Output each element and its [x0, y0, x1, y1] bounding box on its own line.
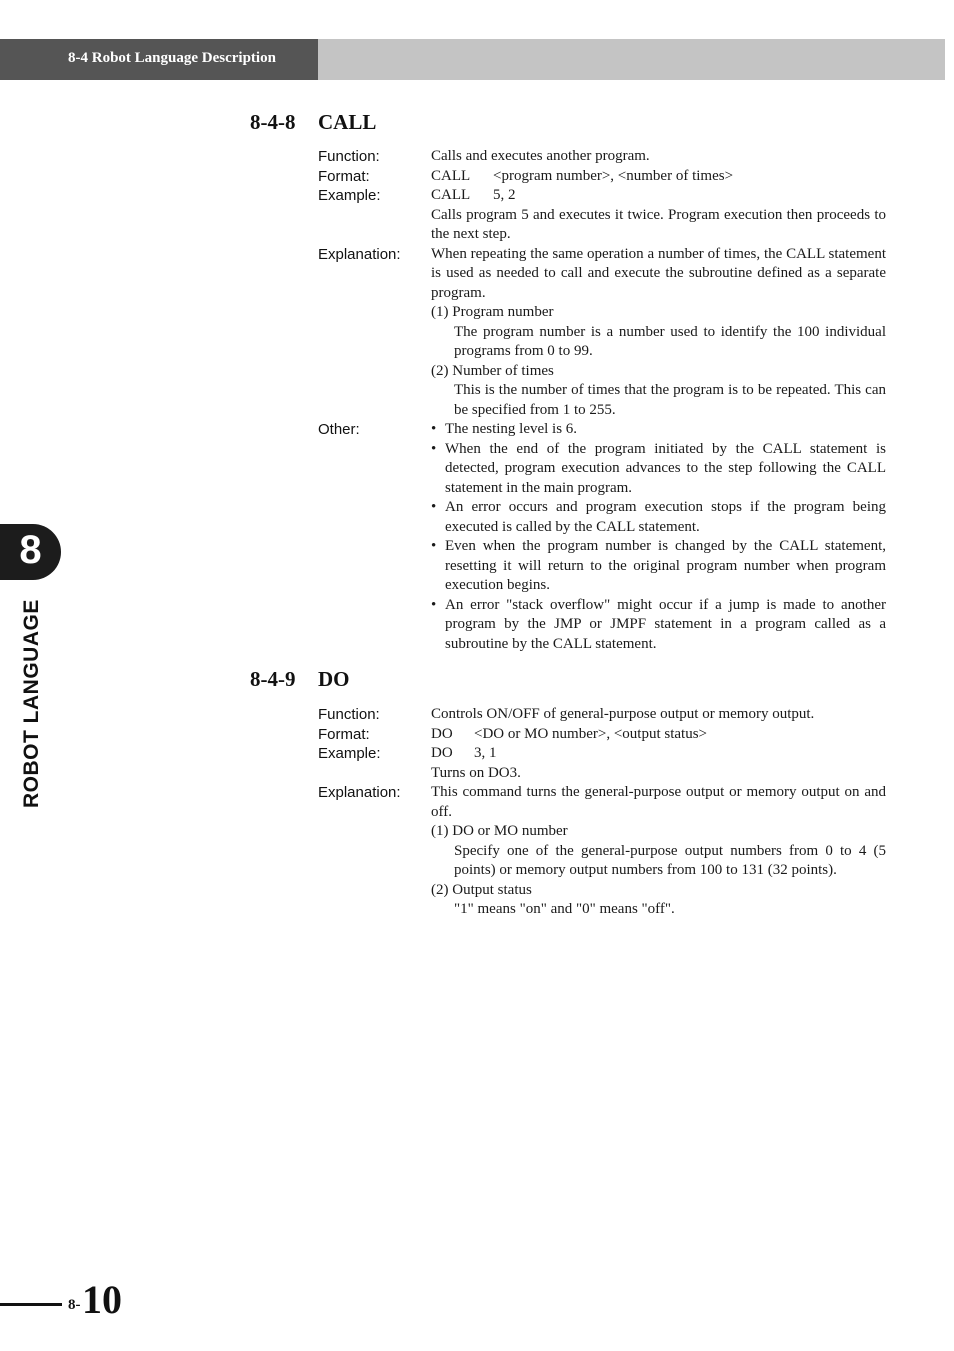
call-section-heading [250, 110, 376, 135]
page-number: 10 [82, 1277, 122, 1322]
do-example-row [318, 744, 886, 783]
do-explanation-text: This command turns the general-purpose output or memory output on and off. [431, 784, 886, 820]
call-example-command: CALL [431, 187, 471, 203]
call-example-row [318, 186, 886, 245]
do-section-number: 8-4-9 [250, 667, 296, 691]
chapter-side-label: ROBOT LANGUAGE [20, 599, 43, 808]
do-format-row [318, 725, 886, 745]
call-section-body [318, 147, 886, 654]
list-item: • An error occurs and program execution stops if the program being executed is called by the CALL statement. [431, 499, 886, 535]
do-format-label: Format: [318, 725, 370, 743]
call-explanation-label: Explanation: [318, 245, 401, 263]
call-section-name: CALL [318, 110, 377, 134]
do-explanation-label: Explanation: [318, 784, 401, 801]
call-function-row [318, 147, 886, 167]
call-example-description: Calls program 5 and executes it twice. Program execution then proceeds to the next step. [431, 206, 886, 242]
do-function-row [318, 705, 886, 725]
call-format-row [318, 167, 886, 187]
footer-rule [0, 1303, 62, 1306]
do-format-args: <DO or MO number>, <output status> [474, 725, 707, 742]
call-function-label: Function: [318, 148, 380, 165]
call-other-row [318, 420, 886, 654]
do-section-heading [250, 667, 350, 692]
do-function-text: Controls ON/OFF of general-purpose output or memory output. [431, 706, 815, 722]
call-format-args: <program number>, <number of times> [493, 167, 734, 184]
list-item: • An error "stack overflow" might occur if a jump is made to another program by the JMP or JMPF statement in a program called as a subroutine by the CALL statement. [431, 596, 886, 652]
do-function-label: Function: [318, 706, 380, 723]
call-item2-text: This is the number of times that the program is to be repeated. This can be specified from 1 to 255. [454, 382, 886, 418]
do-explanation-row [318, 783, 886, 920]
header-band-light [318, 39, 945, 80]
list-item: • The nesting level is 6. [431, 421, 578, 437]
call-explanation-text: When repeating the same operation a number of times, the CALL statement is used as needed to call and execute the subroutine defined as a separate program. [431, 245, 886, 301]
call-item1-title: (1) Program number [431, 304, 554, 320]
call-format-label: Format: [318, 167, 370, 185]
do-section-body [318, 705, 886, 920]
do-item1-title: (1) DO or MO number [431, 823, 568, 839]
call-format-command: CALL [431, 167, 471, 184]
call-other-label: Other: [318, 421, 360, 438]
call-other-list [431, 420, 886, 654]
list-item: • Even when the program number is changed by the CALL statement, resetting it will return to the original program number when program execution begins. [431, 538, 886, 593]
call-section-number: 8-4-8 [250, 110, 296, 134]
do-example-label: Example: [318, 745, 381, 762]
call-function-text: Calls and executes another program. [431, 148, 650, 164]
page-number-prefix: 8- [68, 1297, 81, 1313]
call-explanation-row [318, 245, 886, 421]
header-section-title: 8-4 Robot Language Description [68, 50, 276, 66]
call-item1-text: The program number is a number used to identify the 100 individual programs from 0 to 99. [454, 323, 886, 359]
do-example-command: DO [431, 745, 453, 761]
do-item1-text: Specify one of the general-purpose output numbers from 0 to 4 (5 points) or memory output numbers from 100 to 131 (32 points). [454, 842, 886, 878]
chapter-number: 8 [19, 528, 42, 572]
do-format-command: DO [431, 725, 453, 742]
chapter-tab [0, 524, 61, 580]
do-item2-text: "1" means "on" and "0" means "off". [454, 901, 675, 917]
list-item: • When the end of the program initiated by the CALL statement is detected, program execution advances to the step following the CALL statement in the main program. [431, 440, 886, 496]
call-example-label: Example: [318, 187, 381, 204]
call-example-args: 5, 2 [493, 187, 516, 203]
do-item2-title: (2) Output status [431, 881, 532, 898]
call-item2-title: (2) Number of times [431, 362, 554, 379]
do-example-description: Turns on DO3. [431, 764, 521, 781]
do-example-args: 3, 1 [474, 745, 497, 761]
do-section-name: DO [318, 667, 350, 691]
